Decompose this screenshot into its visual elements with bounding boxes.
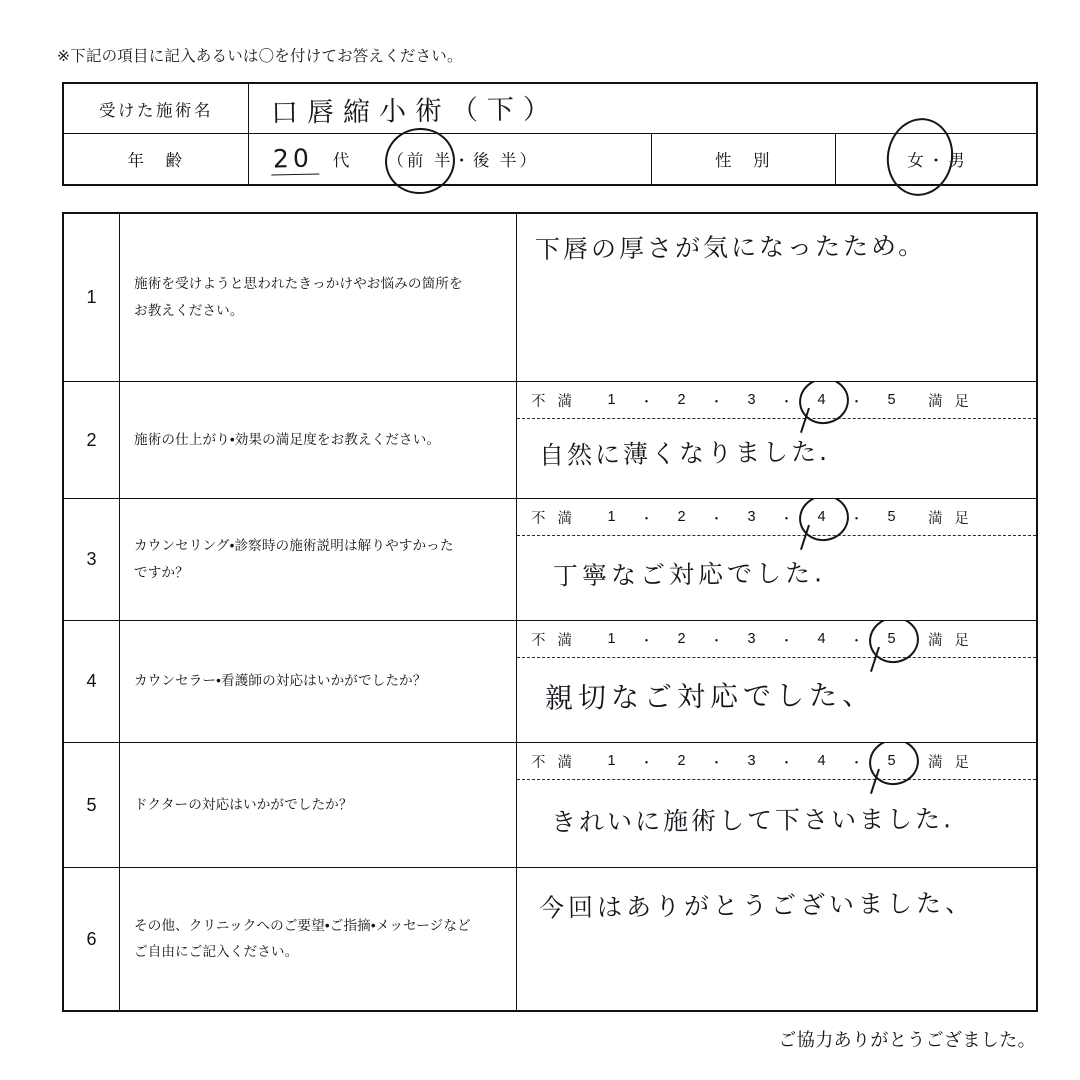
rating-separator: ・ [850,393,865,409]
rating-separator: ・ [780,632,795,648]
rating-option-1[interactable]: 1 [607,509,617,525]
rating-option-3[interactable]: 3 [747,631,757,647]
rating-separator: ・ [850,510,865,526]
question-row [64,868,1036,1010]
rating-low-label: 不 満 [531,754,577,771]
rating-separator: ・ [710,632,725,648]
question-text-line2: ご自由にご記入ください。 [134,944,299,959]
question-text [120,499,517,620]
age-handwritten-value: 20 [271,143,319,175]
rating-option-4[interactable]: 4 [817,631,827,647]
rating-options[interactable] [598,630,906,649]
age-choice-middot: ・ [453,152,473,170]
question-text [120,743,517,867]
handwritten-answer: 今回はありがとうございました、 [538,888,975,923]
rating-low-label: 不 満 [531,393,577,410]
answer-area[interactable] [517,382,1036,498]
question-text-line1: カウンセラー•看護師の対応はいかがでしたか？ [134,673,427,689]
age-open-paren: （ [387,152,407,170]
rating-scale[interactable] [517,621,1036,658]
question-row [64,621,1036,743]
question-text [120,621,517,742]
question-number: 6 [64,868,120,1010]
thanks-message: ご協力ありがとうござました。 [778,1030,1036,1050]
handwritten-answer: 親切なご対応でした、 [544,678,876,715]
rating-options[interactable] [598,508,906,527]
answer-area[interactable] [517,621,1036,742]
question-text-line1: カウンセリング•診察時の施術説明は解りやすかった [134,538,454,553]
rating-option-5[interactable]: 5 [887,509,897,525]
rating-separator: ・ [640,632,655,648]
question-number: 1 [64,214,120,381]
age-second-half-option[interactable]: 後 半 [472,152,520,170]
rating-option-2[interactable]: 2 [677,631,687,647]
handwritten-answer: きれいに施術して下さいました. [550,804,955,837]
rating-option-4[interactable]: 4 [808,392,836,408]
rating-option-4[interactable]: 4 [808,509,836,525]
procedure-handwritten-value: 口唇縮小術（下） [270,93,560,130]
rating-option-5[interactable]: 5 [878,753,906,769]
rating-separator: ・ [640,510,655,526]
rating-option-4[interactable]: 4 [817,753,827,769]
questions-table [62,212,1038,1012]
answer-area[interactable] [517,214,1036,381]
rating-high-label: 満 足 [928,510,974,527]
rating-option-1[interactable]: 1 [607,753,617,769]
rating-options[interactable] [598,391,906,410]
age-label: 年 齢 [64,134,249,184]
gender-middot: ・ [927,152,949,170]
rating-option-1[interactable]: 1 [607,631,617,647]
question-number: 5 [64,743,120,867]
age-close-paren: ） [519,152,539,170]
answer-area[interactable] [517,868,1036,1010]
respondent-info-table [62,82,1038,186]
question-text [120,214,517,381]
procedure-row [64,84,1036,134]
rating-option-3[interactable]: 3 [747,753,757,769]
rating-scale[interactable] [517,499,1036,536]
rating-separator: ・ [850,632,865,648]
rating-high-label: 満 足 [928,632,974,649]
procedure-label: 受けた施術名 [64,84,249,133]
rating-separator: ・ [640,754,655,770]
rating-low-label: 不 満 [531,632,577,649]
question-text-line2: お教えください。 [134,302,244,318]
age-value-cell[interactable] [249,134,652,184]
rating-option-3[interactable]: 3 [747,509,757,525]
question-number: 3 [64,499,120,620]
rating-separator: ・ [780,510,795,526]
age-suffix-label: 代 [332,152,352,170]
rating-separator: ・ [780,393,795,409]
age-half-choice[interactable] [387,147,539,171]
question-text [120,382,517,498]
age-gender-row [64,134,1036,184]
rating-separator: ・ [710,510,725,526]
rating-option-3[interactable]: 3 [747,392,757,408]
answer-area[interactable] [517,499,1036,620]
rating-separator: ・ [780,754,795,770]
question-row [64,743,1036,868]
gender-value-cell[interactable] [836,134,1040,184]
question-number: 4 [64,621,120,742]
rating-separator: ・ [850,754,865,770]
form-instruction: ※下記の項目に記入あるいは〇を付けてお答えください。 [57,48,463,65]
rating-option-2[interactable]: 2 [677,392,687,408]
rating-options[interactable] [598,752,906,771]
rating-separator: ・ [710,754,725,770]
procedure-value-cell[interactable] [249,84,1040,133]
gender-options[interactable] [907,147,969,171]
handwritten-answer: 自然に薄くなりました. [538,436,831,471]
question-text-line1: ドクターの対応はいかがでしたか？ [134,796,353,812]
rating-separator: ・ [640,393,655,409]
question-text-line1: 施術を受けようと思われたきっかけやお悩みの箇所を [134,276,463,291]
rating-high-label: 満 足 [928,393,974,410]
rating-separator: ・ [710,393,725,409]
gender-female-option[interactable]: 女 [907,152,928,170]
rating-option-1[interactable]: 1 [607,392,617,408]
answer-area[interactable] [517,743,1036,867]
rating-low-label: 不 満 [531,510,577,527]
rating-scale[interactable] [517,743,1036,780]
rating-scale[interactable] [517,382,1036,419]
handwritten-answer: 丁寧なご対応でした. [552,558,827,591]
rating-option-2[interactable]: 2 [677,509,687,525]
rating-option-5[interactable]: 5 [878,631,906,647]
question-row [64,382,1036,499]
question-number: 2 [64,382,120,498]
question-row [64,499,1036,621]
question-text-line1: その他、クリニックへのご要望•ご指摘•メッセージなど [134,917,471,933]
rating-option-2[interactable]: 2 [677,753,687,769]
question-text-line1: 施術の仕上がり•効果の満足度をお教えください。 [134,431,441,447]
gender-label: 性 別 [652,134,836,184]
rating-high-label: 満 足 [928,754,974,771]
question-text-line2: ですか？ [134,564,189,580]
question-text [120,868,517,1010]
gender-male-option[interactable]: 男 [948,152,969,170]
question-row [64,214,1036,382]
age-first-half-option[interactable]: 前 半 [406,152,454,170]
handwritten-answer: 下唇の厚さが気になったため。 [534,230,927,265]
rating-option-5[interactable]: 5 [887,392,897,408]
